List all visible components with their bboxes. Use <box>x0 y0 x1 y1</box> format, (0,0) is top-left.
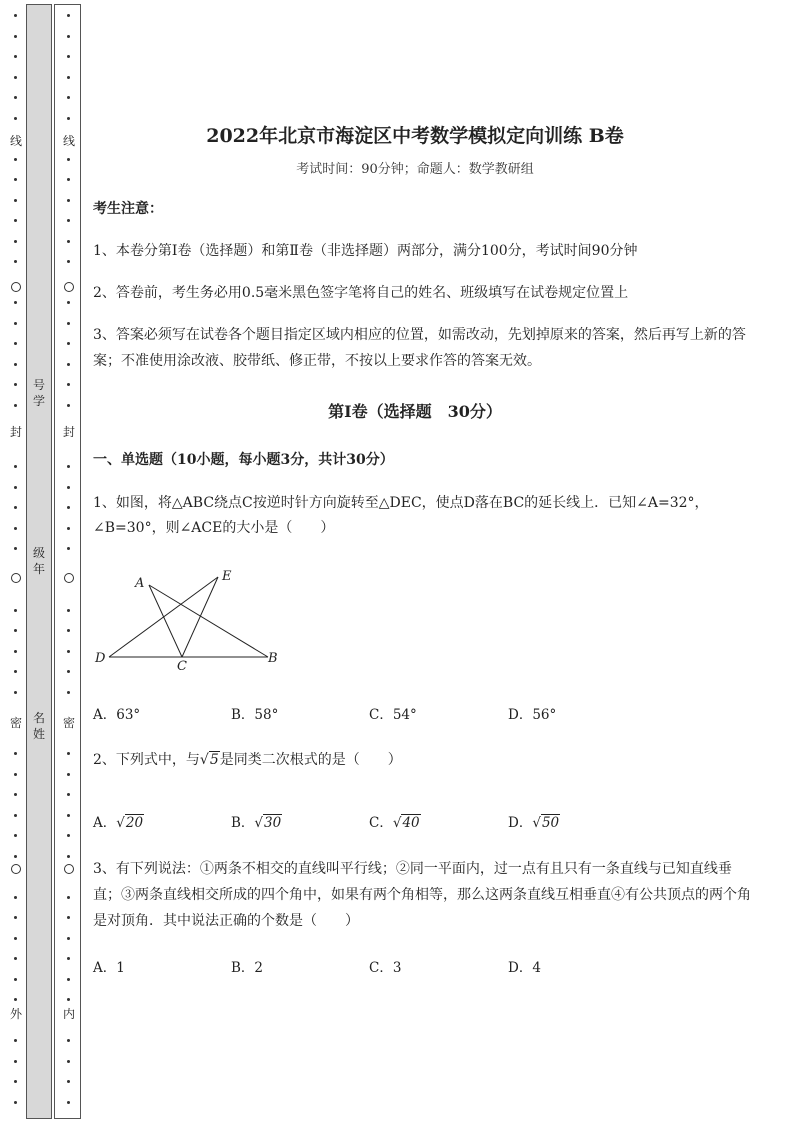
binding-dot <box>14 363 17 366</box>
binding-dot <box>14 752 17 755</box>
binding-dot <box>14 834 17 837</box>
question-3: 3、有下列说法：①两条不相交的直线叫平行线；②同一平面内，过一点有且只有一条直线与已知直线垂直；③两条直线相交所成的四个角中，如果有两个角相等，那么这两条直线互相垂直④有公共顶点的两个角是对顶角．其中说法正确的个数是（ ） <box>93 861 751 929</box>
binding-dot <box>14 1039 17 1042</box>
binding-margin <box>0 0 82 1123</box>
binding-dot <box>67 937 70 940</box>
question-2-post: 是同类二次根式的是（ ） <box>219 752 402 768</box>
part-heading: 一、单选题（10小题，每小题3分，共计30分） <box>93 452 394 468</box>
binding-dot <box>67 691 70 694</box>
binding-dot <box>67 773 70 776</box>
binding-dot <box>67 834 70 837</box>
binding-dot <box>67 363 70 366</box>
binding-char-mi-right: 密 <box>62 716 75 730</box>
binding-dot <box>67 35 70 38</box>
binding-dot <box>14 609 17 612</box>
binding-dot <box>67 383 70 386</box>
binding-field-grade: 级 年 <box>32 546 45 576</box>
section-title: 第Ⅰ卷（选择题 30分） <box>328 402 502 421</box>
binding-dot <box>14 691 17 694</box>
binding-field-name: 名 姓 <box>32 711 45 741</box>
binding-dot <box>14 998 17 1001</box>
binding-dot <box>14 404 17 407</box>
binding-dot <box>67 486 70 489</box>
binding-dot <box>14 55 17 58</box>
binding-dot <box>14 322 17 325</box>
question-1-line-2: ∠B=30°，则∠ACE的大小是（ ） <box>93 520 335 536</box>
binding-dot <box>67 301 70 304</box>
binding-dot <box>67 629 70 632</box>
binding-circle <box>11 282 21 292</box>
binding-circle <box>11 864 21 874</box>
binding-dot <box>14 199 17 202</box>
binding-dot <box>14 260 17 263</box>
binding-dot <box>14 814 17 817</box>
binding-box-column <box>54 4 81 1119</box>
point-label-a: A <box>135 576 145 591</box>
question-3-option-d[interactable]: D．4 <box>508 960 541 976</box>
binding-dot <box>67 322 70 325</box>
point-label-b: B <box>268 651 278 666</box>
binding-dot <box>14 117 17 120</box>
binding-dot <box>67 1060 70 1063</box>
binding-dot <box>14 1080 17 1083</box>
binding-dot <box>67 547 70 550</box>
binding-dot <box>14 35 17 38</box>
binding-circle <box>64 282 74 292</box>
binding-dot <box>67 404 70 407</box>
binding-dot <box>14 14 17 17</box>
question-1-line-1: 1、如图，将△ABC绕点C按逆时针方向旋转至△DEC，使点D落在BC的延长线上．已知∠A=32°， <box>93 495 709 511</box>
binding-dot <box>67 527 70 530</box>
binding-dot <box>14 916 17 919</box>
notice-item-1: 1、本卷分第Ⅰ卷（选择题）和第Ⅱ卷（非选择题）两部分，满分100分，考试时间90分钟 <box>93 243 638 259</box>
binding-dot <box>67 178 70 181</box>
binding-dot <box>67 14 70 17</box>
binding-dot <box>67 199 70 202</box>
binding-dot <box>67 793 70 796</box>
binding-dot <box>14 855 17 858</box>
page-subtitle: 考试时间：90分钟；命题人：数学教研组 <box>296 162 534 177</box>
notice-heading: 考生注意： <box>93 201 163 217</box>
binding-dot <box>67 855 70 858</box>
binding-dot <box>14 383 17 386</box>
binding-dot <box>67 978 70 981</box>
question-2-option-d[interactable]: D．√50 <box>508 815 560 831</box>
binding-dot <box>67 219 70 222</box>
binding-char-xian-left: 线 <box>9 134 22 148</box>
point-label-e: E <box>222 569 232 584</box>
binding-dot <box>67 506 70 509</box>
question-3-option-a[interactable]: A．1 <box>93 960 125 976</box>
question-2-pre: 2、下列式中，与 <box>93 752 200 768</box>
binding-dot <box>14 527 17 530</box>
binding-char-wai: 外 <box>9 1007 22 1021</box>
binding-dot <box>67 998 70 1001</box>
segment-ac <box>149 585 182 657</box>
binding-circle <box>64 573 74 583</box>
binding-dot <box>14 650 17 653</box>
binding-dot <box>14 957 17 960</box>
binding-dot <box>67 342 70 345</box>
binding-dot <box>67 1039 70 1042</box>
question-2-option-a[interactable]: A．√20 <box>93 815 144 831</box>
binding-char-feng-left: 封 <box>9 425 22 439</box>
binding-dot <box>14 670 17 673</box>
binding-dot <box>67 1080 70 1083</box>
question-1-option-b[interactable]: B．58° <box>231 707 279 723</box>
binding-dot <box>67 609 70 612</box>
binding-dot <box>14 486 17 489</box>
segment-ab <box>149 585 268 657</box>
binding-char-feng-right: 封 <box>62 425 75 439</box>
binding-dot <box>67 96 70 99</box>
binding-dot <box>67 76 70 79</box>
binding-dot <box>14 219 17 222</box>
binding-dot <box>67 752 70 755</box>
binding-circle <box>64 864 74 874</box>
question-3-option-c[interactable]: C．3 <box>369 960 402 976</box>
point-label-d: D <box>95 651 106 666</box>
binding-dot <box>14 1060 17 1063</box>
binding-dot <box>14 342 17 345</box>
binding-dot <box>14 301 17 304</box>
binding-circle <box>11 573 21 583</box>
question-2-option-c[interactable]: C．√40 <box>369 815 420 831</box>
question-1-option-a[interactable]: A．63° <box>93 707 141 723</box>
notice-item-2: 2、答卷前，考生务必用0.5毫米黑色签字笔将自己的姓名、班级填写在试卷规定位置上 <box>93 285 629 301</box>
question-1-figure <box>92 565 292 677</box>
binding-dot <box>67 55 70 58</box>
binding-dot <box>14 96 17 99</box>
binding-char-mi-left: 密 <box>9 716 22 730</box>
binding-char-nei: 内 <box>62 1007 75 1021</box>
binding-dot <box>67 957 70 960</box>
question-2 <box>93 747 753 773</box>
binding-dot <box>14 629 17 632</box>
binding-dot <box>14 76 17 79</box>
binding-dot <box>14 978 17 981</box>
question-1-option-d[interactable]: D．56° <box>508 707 557 723</box>
binding-char-xian-right: 线 <box>62 134 75 148</box>
page-title: 2022年北京市海淀区中考数学模拟定向训练 B卷 <box>206 125 624 147</box>
binding-dot <box>67 1101 70 1104</box>
binding-dot <box>14 896 17 899</box>
question-2-option-b[interactable]: B．√30 <box>231 815 282 831</box>
binding-dot <box>67 814 70 817</box>
binding-dot <box>67 260 70 263</box>
binding-dot <box>67 240 70 243</box>
binding-dot <box>67 916 70 919</box>
binding-dot <box>14 773 17 776</box>
binding-field-student-number: 号 学 <box>32 378 45 408</box>
binding-dot <box>67 650 70 653</box>
binding-dot <box>67 158 70 161</box>
binding-dot <box>14 465 17 468</box>
sqrt-5: √5 <box>199 752 219 768</box>
question-3-option-b[interactable]: B．2 <box>231 960 264 976</box>
binding-dot <box>14 158 17 161</box>
binding-dot <box>14 547 17 550</box>
binding-dot <box>14 1101 17 1104</box>
binding-dot <box>67 465 70 468</box>
binding-dot <box>14 937 17 940</box>
binding-dot <box>67 117 70 120</box>
binding-dot <box>67 670 70 673</box>
binding-dot <box>14 240 17 243</box>
binding-dot <box>14 178 17 181</box>
point-label-c: C <box>177 659 187 674</box>
segment-ec <box>182 577 218 657</box>
question-1-option-c[interactable]: C．54° <box>369 707 417 723</box>
binding-dot <box>67 896 70 899</box>
binding-dot <box>14 793 17 796</box>
binding-dot <box>14 506 17 509</box>
notice-item-3: 3、答案必须写在试卷各个题目指定区域内相应的位置，如需改动，先划掉原来的答案，然后再写上新的答案；不准使用涂改液、胶带纸、修正带，不按以上要求作答的答案无效。 <box>93 327 746 369</box>
